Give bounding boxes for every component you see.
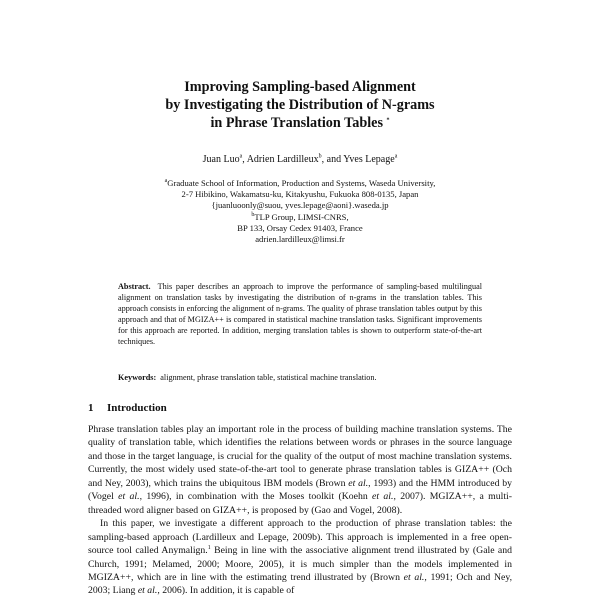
body-text bbox=[88, 423, 512, 598]
title-footnote-mark: * bbox=[386, 117, 390, 124]
keywords-text: alignment, phrase translation table, statistical machine translation. bbox=[160, 373, 377, 382]
paragraph: In this paper, we investigate a different approach to the production of phrase translation tables: the sampling-based approach (Lardilleux and Lepage, 2009b). This approach is implemented in a free open-source tool called Anymalign.$^1$ Being in line with the associative alignment trend illustrated by (Gale and Church, 1991; Melamed, 2000; Moore, 2005), it is much simpler than the models implemented in MGIZA++, which are in line with the estimating trend illustrated by (Brown et al., 1991; Och and Ney, 2003; Liang et al., 2006). In addition, it is capable of bbox=[88, 518, 513, 597]
author-separator: , bbox=[242, 154, 247, 165]
footnote-mark: 1 bbox=[207, 544, 211, 551]
title-line-1: Improving Sampling-based Alignment bbox=[184, 79, 416, 95]
author-affiliation-mark: a bbox=[394, 153, 398, 160]
paper-title bbox=[0, 78, 600, 132]
abstract-text: This paper describes an approach to improve the performance of sampling-based multilingual alignment on translation tasks by investigating the distribution of n-grams in the translation tables. This approach consists in enforcing the alignment of n-grams. The quality of phrase translation tables output by this approach and that of MGIZA++ is compared in statistical machine translation tasks. Significant improvements for this approach are reported. In addition, merging translation tables is shown to outperform state-of-the-art techniques. bbox=[118, 282, 482, 347]
section-heading bbox=[88, 402, 167, 415]
affiliation-line: $^b$TLP Group, LIMSI-CNRS, bbox=[251, 212, 349, 222]
author-name: Juan Luo bbox=[202, 154, 240, 165]
author-separator: , and bbox=[321, 154, 344, 165]
affiliation-b bbox=[0, 212, 600, 245]
affiliation-line: 2-7 Hibikino, Wakamatsu-ku, Kitakyushu, Fukuoka 808-0135, Japan bbox=[181, 189, 419, 199]
keywords bbox=[118, 372, 482, 383]
author-name: Yves Lepage bbox=[343, 154, 395, 165]
abstract-label: Abstract. bbox=[118, 282, 151, 291]
title-line-3 bbox=[0, 114, 600, 132]
author-affiliation-mark: a bbox=[239, 153, 243, 160]
abstract bbox=[118, 281, 482, 348]
affiliation-line: BP 133, Orsay Cedex 91403, France bbox=[237, 223, 363, 233]
author-list bbox=[0, 154, 600, 166]
author-affiliation-mark: b bbox=[318, 153, 322, 160]
affiliation-a bbox=[0, 178, 600, 211]
section-title: Introduction bbox=[107, 402, 167, 414]
author-name: Adrien Lardilleux bbox=[246, 154, 319, 165]
keywords-label: Keywords: bbox=[118, 373, 157, 382]
title-line-2: by Investigating the Distribution of N-grams bbox=[165, 97, 435, 113]
affiliation-email: adrien.lardilleux@limsi.fr bbox=[255, 234, 345, 244]
affiliation-mark: a bbox=[164, 178, 168, 185]
paragraph: Phrase translation tables play an important role in the process of building machine translation systems. The quality of translation table, which identifies the relations between words or phrases in the source language and those in the target language, is crucial for the quality of the output of most machine translation systems. Currently, the most widely used state-of-the-art tool to generate phrase translation tables is GIZA++ (Och and Ney, 2003), which trains the ubiquitous IBM models (Brown et al., 1993) and the HMM introduced by (Vogel et al., 1996), in combination with the Moses toolkit (Koehn et al., 2007). MGIZA++, a multi-threaded word aligner based on GIZA++, is proposed by (Gao and Vogel, 2008). bbox=[88, 424, 513, 516]
affiliation-mark: b bbox=[251, 212, 255, 219]
affiliation-email: {juanluoonly@suou, yves.lepage@aoni}.waseda.jp bbox=[211, 200, 389, 210]
title-line-3-text: in Phrase Translation Tables bbox=[210, 115, 383, 131]
affiliation-line: $^a$Graduate School of Information, Production and Systems, Waseda University, bbox=[164, 178, 436, 188]
section-number: 1 bbox=[88, 402, 94, 414]
